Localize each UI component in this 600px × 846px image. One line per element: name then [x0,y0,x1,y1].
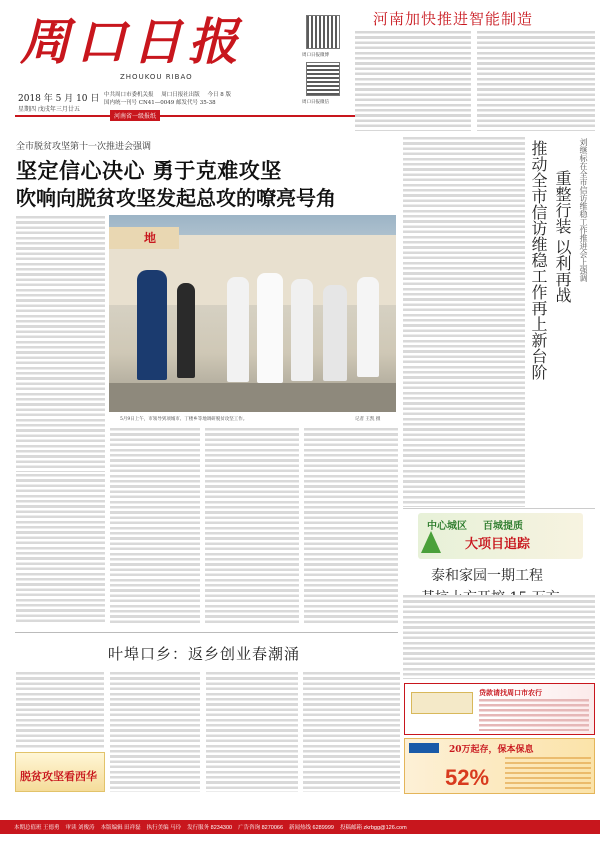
top-news-block [355,5,595,133]
photo-credit: 记者 王凯 摄 [355,417,381,422]
qr-code-weibo[interactable] [306,15,340,49]
lead-body-col-4 [304,428,398,624]
ad-deposit-promo: 20万起存，保本保息 [449,745,534,755]
photo-person-3 [227,277,249,382]
lead-body-col-1b [16,474,105,624]
photo-ground [109,383,396,412]
footer-item-3: 本版编辑 田祥磊 [100,825,141,831]
photo-person-4 [257,273,283,383]
lead-kicker: 全市脱贫攻坚第十一次推进会强调 [16,142,152,152]
masthead-rule [15,115,355,117]
top-news-headline: 河南加快推进智能制造 [373,10,534,28]
photo-person-7 [357,277,379,377]
right-story-body [403,137,525,507]
qr-caption-weibo: 周口日报微博 [302,53,329,58]
right-story-kicker: 刘继标在全市信访维稳工作推进会上强调 [579,138,588,282]
photo-banner-text: 地 [144,231,157,245]
ad-deposit[interactable] [404,738,595,794]
photo-caption: 5月9日上午，市领导到项城市、丁楼乡等地调研脱贫攻坚工作。 [120,417,248,422]
photo-person-1 [137,270,167,380]
photo-person-6 [323,285,347,381]
footer-bar [0,820,600,834]
project-banner-1: 中心城区 [427,521,467,532]
footer-item-6: 广告咨询 8270066 [238,825,284,831]
photo-person-2 [177,283,195,378]
footer-item-4: 执行美编 马玲 [146,825,182,831]
project-body [403,595,595,679]
footer-item-7: 新闻热线 6289999 [289,825,334,831]
feature-body-col-3 [206,672,298,792]
ad-deposit-bank-logo [409,743,439,753]
masthead-meta [104,91,231,107]
ad-loan-title: 贷款请找周口市农行 [479,688,542,697]
feature-headline: 叶埠口乡：返乡创业春潮涌 [108,645,301,663]
project-banner-2: 百城提质 [483,521,523,532]
feature-side-title: 脱贫攻坚看西华 [20,770,97,783]
meta-line-2: 周口日报社出版 [161,92,200,98]
ad-loan[interactable] [404,683,595,735]
lead-body-col-1 [16,216,105,472]
footer-item-5: 发行服务 8234300 [187,825,233,831]
meta-line-3: 今日 8 版 [207,92,232,98]
lead-headline-1: 坚定信心决心 勇于克难攻坚 [16,158,282,183]
meta-cn: 国内统一刊号 CN41—0049 邮发代号 35-38 [104,100,216,106]
ad-deposit-rate: 52% [445,765,490,790]
lead-body-col-2 [110,428,200,624]
ad-loan-lines [479,699,589,731]
feature-rule [15,632,398,633]
masthead-date-sub: 星期四 戊戌年三月廿五 [18,106,80,113]
ad-deposit-lines [505,757,591,791]
right-story-headline-1: 重整行装 以利再战 [553,170,572,304]
project-tree-icon [421,531,441,553]
project-headline-1: 泰和家园一期工程 [431,568,543,584]
lead-body-col-3 [205,428,299,624]
project-banner-3: 大项目追踪 [465,537,531,552]
footer-item-8: 投稿邮箱 zkrbgg@126.com [339,825,407,831]
masthead-pinyin: ZHOUKOU RIBAO [120,73,193,81]
qr-caption-weixin: 周口日报微信 [302,100,329,105]
region-badge: 河南省一级报纸 [110,110,160,121]
footer-item-2: 审读 刘俊涛 [65,825,95,831]
top-news-body-left [355,31,471,131]
feature-body-col-1 [16,672,104,750]
lead-photo [109,215,396,412]
top-news-body-right [477,31,595,131]
feature-body-col-2 [110,672,200,792]
right-story-headline-2: 推动全市信访维稳工作再上新台阶 [529,140,548,380]
qr-code-weixin[interactable] [306,62,340,96]
feature-body-col-4 [303,672,400,792]
photo-person-5 [291,279,313,381]
lead-headline-2: 吹响向脱贫攻坚发起总攻的嘹亮号角 [16,186,336,210]
meta-line-1: 中共周口市委机关报 [104,92,154,98]
ad-loan-logo [411,692,473,714]
masthead-title: 周口日报 [20,12,244,71]
masthead-date: 2018 年 5 月 10 日 [18,94,100,104]
footer-item-1: 本期总值班 王德勇 [14,825,60,831]
